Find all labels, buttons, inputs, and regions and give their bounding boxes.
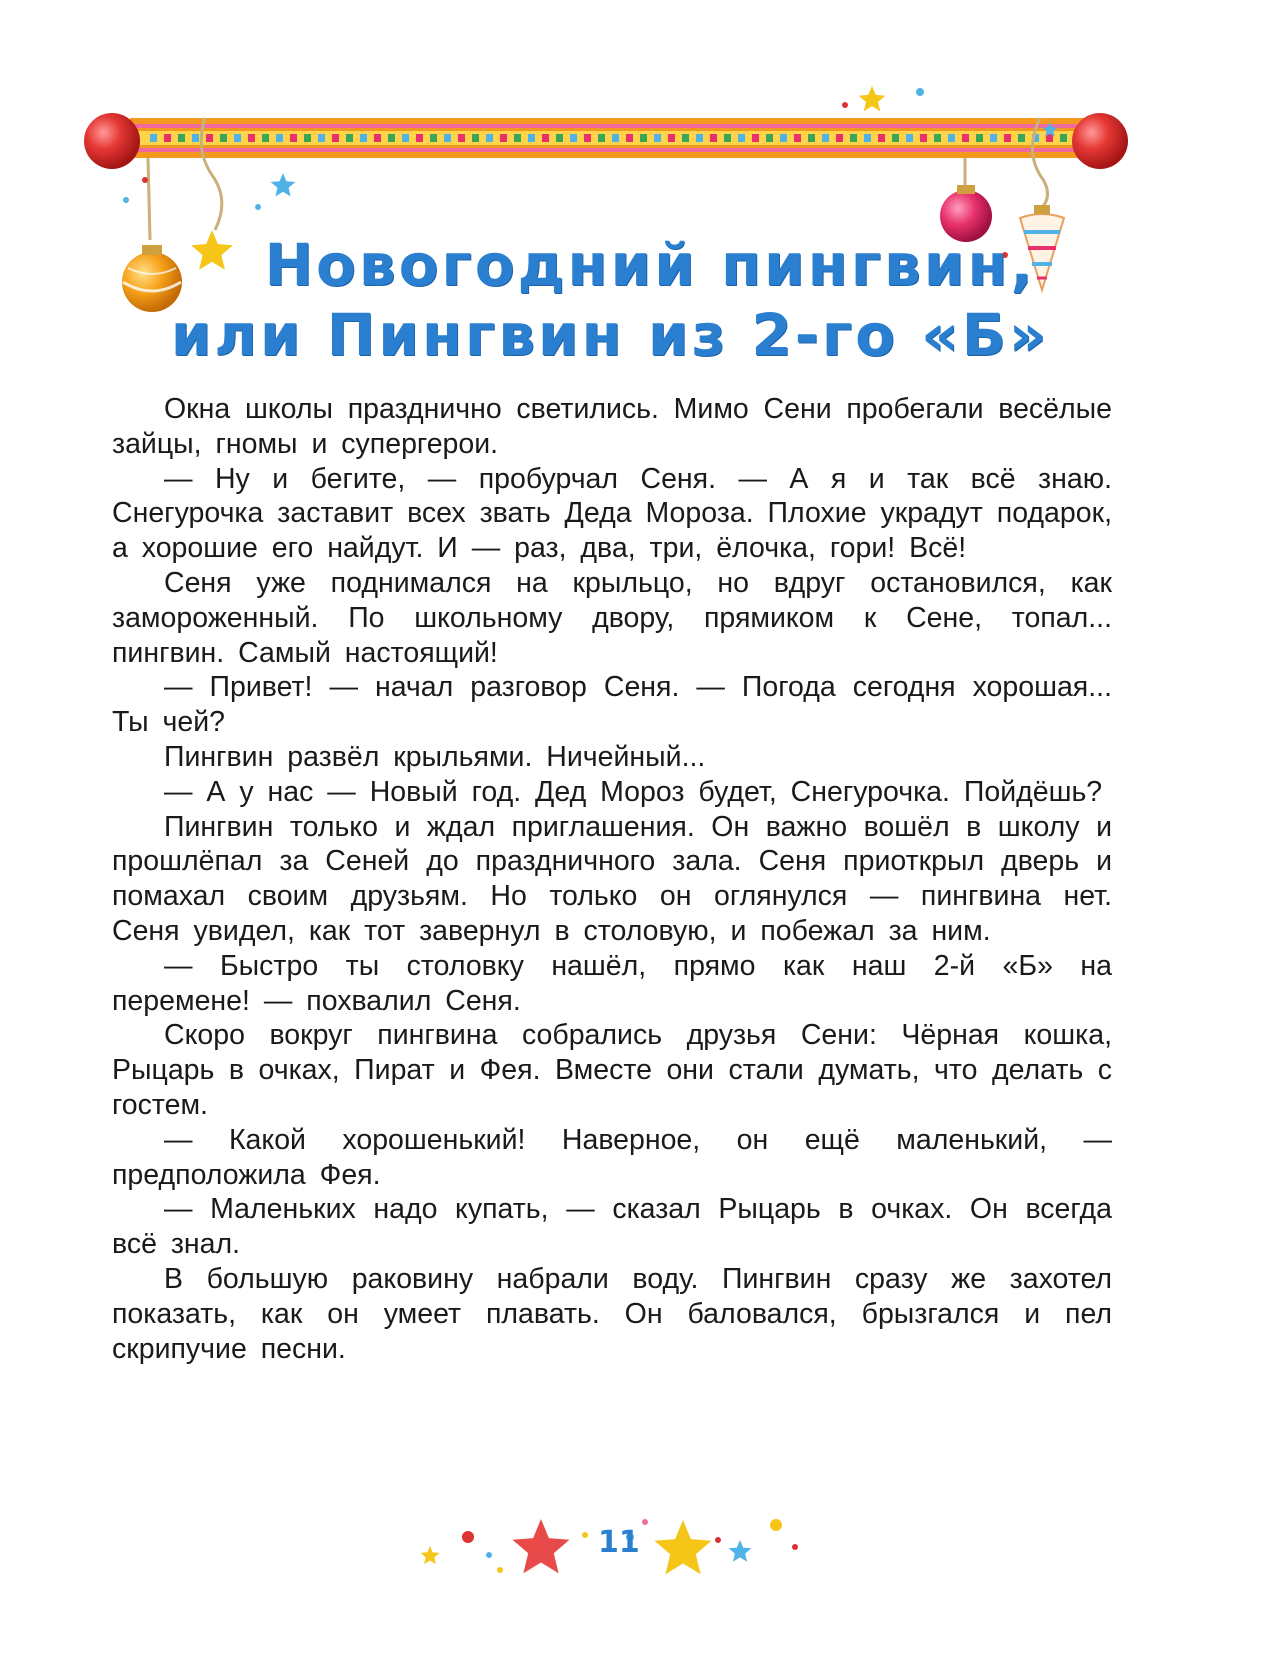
dot-icon bbox=[497, 1567, 503, 1573]
garland-dot bbox=[192, 134, 199, 142]
garland-dot bbox=[850, 134, 857, 142]
paragraph: — Привет! — начал разговор Сеня. — Погода сегодня хорошая... Ты чей? bbox=[112, 671, 1112, 739]
garland-dot bbox=[738, 134, 745, 142]
garland-dot bbox=[948, 134, 955, 142]
star-icon bbox=[513, 1519, 570, 1573]
garland-dot bbox=[346, 134, 353, 142]
dot-icon bbox=[842, 102, 848, 108]
paragraph: Окна школы празднично светились. Мимо Сени пробегали весёлые зайцы, гномы и супергерои. bbox=[112, 393, 1112, 460]
garland-dot bbox=[584, 134, 591, 142]
garland-dot bbox=[528, 134, 535, 142]
paragraph: Сеня уже поднимался на крыльцо, но вдруг остановился, как замороженный. По школьному двору, прямиком к Сене, топал... пингвин. Самый настоящий! bbox=[112, 566, 1112, 669]
garland-dot bbox=[248, 134, 255, 142]
dot-icon bbox=[642, 1519, 648, 1525]
garland-dot bbox=[822, 134, 829, 142]
garland-dot bbox=[570, 134, 577, 142]
garland-dot bbox=[920, 134, 927, 142]
paragraph: Скоро вокруг пингвина собрались друзья Сени: Чёрная кошка, Рыцарь в очках, Пират и Фея. Вместе они стали думать, что делать с гостем. bbox=[112, 1019, 1112, 1121]
garland-dot bbox=[304, 134, 311, 142]
garland-dot bbox=[612, 134, 619, 142]
garland-dot bbox=[150, 134, 157, 142]
garland-dot bbox=[864, 134, 871, 142]
right-red-ball bbox=[1072, 113, 1128, 169]
dot-icon bbox=[582, 1532, 588, 1538]
garland-dot bbox=[444, 134, 451, 142]
garland-dot bbox=[416, 134, 423, 142]
garland-dot bbox=[976, 134, 983, 142]
garland-dot bbox=[934, 134, 941, 142]
paragraph: — Быстро ты столовку нашёл, прямо как наш 2-й «Б» на перемене! — похвалил Сеня. bbox=[112, 949, 1112, 1017]
garland-dot bbox=[836, 134, 843, 142]
garland-dot bbox=[458, 134, 465, 142]
paragraph: Пингвин развёл крыльями. Ничейный... bbox=[164, 740, 706, 773]
garland-dot bbox=[962, 134, 969, 142]
dot-icon bbox=[462, 1531, 474, 1543]
garland-dot bbox=[654, 134, 661, 142]
garland-dot bbox=[290, 134, 297, 142]
garland-dot bbox=[794, 134, 801, 142]
dot-icon bbox=[916, 88, 924, 96]
garland-dot bbox=[598, 134, 605, 142]
garland-dot bbox=[1004, 134, 1011, 142]
garland-dot bbox=[374, 134, 381, 142]
garland-dot bbox=[752, 134, 759, 142]
garland-dot bbox=[1060, 134, 1067, 142]
dot-icon bbox=[142, 177, 148, 183]
garland-dot bbox=[556, 134, 563, 142]
paragraph: — А у нас — Новый год. Дед Мороз будет, Снегурочка. Пойдёшь? bbox=[164, 775, 1103, 808]
garland-dot bbox=[696, 134, 703, 142]
dot-icon bbox=[770, 1519, 782, 1531]
garland-dot bbox=[402, 134, 409, 142]
garland-dot bbox=[1018, 134, 1025, 142]
star-icon bbox=[655, 1520, 712, 1574]
garland-dot bbox=[234, 134, 241, 142]
garland-dot bbox=[906, 134, 913, 142]
garland-dot bbox=[766, 134, 773, 142]
dot-icon bbox=[123, 197, 129, 203]
garland-dot bbox=[780, 134, 787, 142]
garland-dot bbox=[318, 134, 325, 142]
garland-dot bbox=[640, 134, 647, 142]
page-title-line-1: Новогодний пингвин, bbox=[264, 231, 1036, 299]
garland-dot bbox=[388, 134, 395, 142]
story-text bbox=[112, 392, 1112, 1366]
page-number: 11 bbox=[598, 1525, 640, 1560]
garland-dot bbox=[164, 134, 171, 142]
star-icon bbox=[859, 86, 886, 111]
star-icon bbox=[271, 173, 296, 197]
paragraph: Пингвин только и ждал приглашения. Он важно вошёл в школу и прошлёпал за Сеней до праздничного зала. Сеня приоткрыл дверь и помахал своим друзьям. Но только он оглянулся — пингвина нет. Сеня увидел, как тот завернул в столовую, и побежал за ним. bbox=[112, 810, 1112, 947]
garland-dot bbox=[682, 134, 689, 142]
garland-dot bbox=[892, 134, 899, 142]
garland-dot bbox=[472, 134, 479, 142]
garland-dot bbox=[878, 134, 885, 142]
garland-dot bbox=[710, 134, 717, 142]
dot-icon bbox=[792, 1544, 798, 1550]
garland-dot bbox=[206, 134, 213, 142]
garland-dot bbox=[220, 134, 227, 142]
paragraph: В большую раковину набрали воду. Пингвин сразу же захотел показать, как он умеет плавать. Он баловался, брызгался и пел скрипучие песни. bbox=[112, 1262, 1112, 1365]
left-red-ball bbox=[84, 113, 140, 169]
garland-dot bbox=[724, 134, 731, 142]
garland-dot bbox=[276, 134, 283, 142]
garland-dot bbox=[262, 134, 269, 142]
paragraph: — Ну и бегите, — пробурчал Сеня. — А я и так всё знаю. Снегурочка заставит всех звать Деда Мороза. Плохие украдут подарок, а хорошие его найдут. И — раз, два, три, ёлочка, гори! Всё! bbox=[112, 462, 1112, 565]
garland-dot bbox=[808, 134, 815, 142]
paragraph: — Какой хорошенький! Наверное, он ещё маленький, — предположила Фея. bbox=[112, 1123, 1112, 1191]
star-icon bbox=[421, 1546, 440, 1564]
garland-dot bbox=[626, 134, 633, 142]
garland-dot bbox=[668, 134, 675, 142]
star-icon bbox=[729, 1540, 752, 1562]
garland-dot bbox=[360, 134, 367, 142]
paragraph: — Маленьких надо купать, — сказал Рыцарь в очках. Он всегда всё знал. bbox=[112, 1193, 1112, 1261]
garland-dot bbox=[542, 134, 549, 142]
dot-icon bbox=[715, 1537, 721, 1543]
garland-dot bbox=[500, 134, 507, 142]
garland-dot bbox=[332, 134, 339, 142]
page-title-line-2: или Пингвин из 2-го «Б» bbox=[170, 301, 1050, 369]
dot-icon bbox=[486, 1552, 492, 1558]
garland-dot bbox=[514, 134, 521, 142]
dot-icon bbox=[255, 204, 261, 210]
garland-dot bbox=[990, 134, 997, 142]
garland-dot bbox=[430, 134, 437, 142]
garland-dot bbox=[178, 134, 185, 142]
garland-dot bbox=[486, 134, 493, 142]
